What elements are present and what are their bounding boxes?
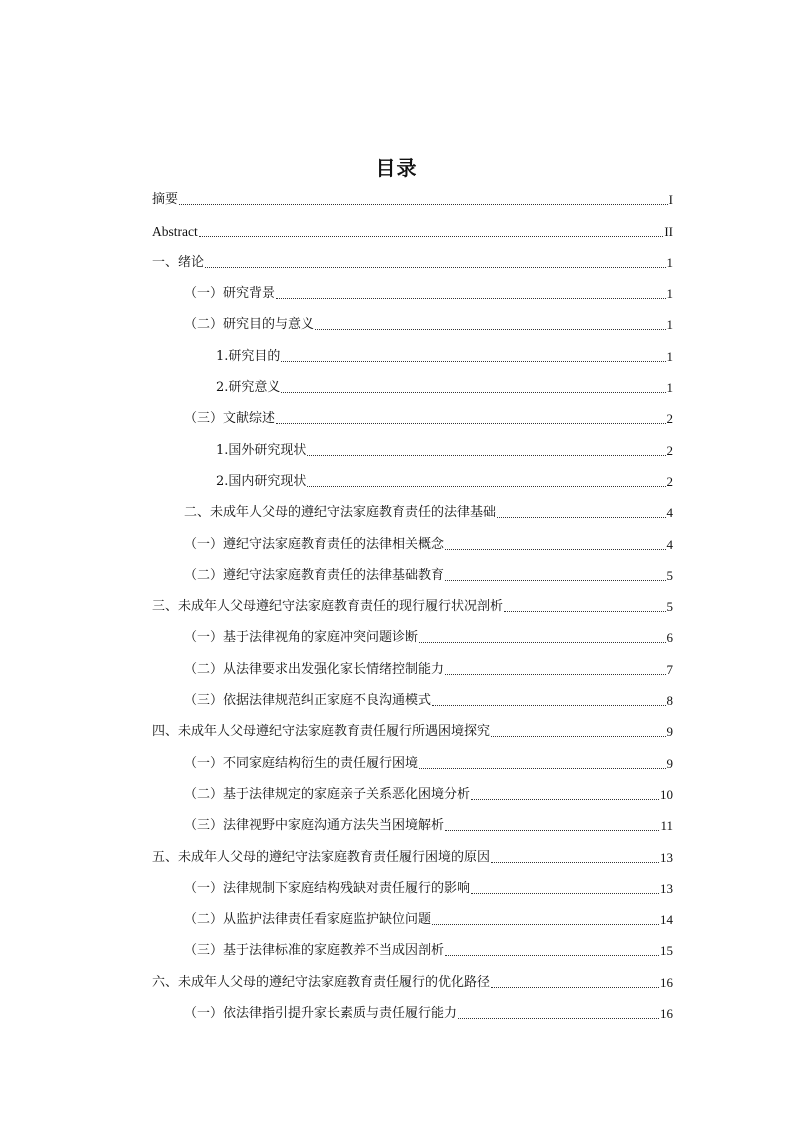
toc-entry-page-number: 11: [660, 818, 673, 834]
toc-entry[interactable]: [152, 652, 673, 683]
dot-leader: [281, 392, 665, 393]
toc-entry-page-number: 2: [666, 442, 673, 458]
toc-entry-title: （一）基于法律视角的家庭冲突问题诊断: [184, 630, 419, 646]
toc-entry[interactable]: [152, 277, 673, 308]
dot-leader: [445, 674, 665, 675]
toc-entry-title: 二、未成年人父母的遵纪守法家庭教育责任的法律基础: [184, 505, 497, 521]
dot-leader: [445, 955, 659, 956]
toc-entry[interactable]: [152, 872, 673, 903]
toc-entry[interactable]: [152, 433, 673, 464]
toc-entry[interactable]: [152, 715, 673, 746]
toc-entry-page-number: 4: [666, 505, 673, 521]
toc-entry-page-number: 6: [666, 630, 673, 646]
toc-entry-title: （一）依法律指引提升家长素质与责任履行能力: [184, 1006, 458, 1022]
toc-entry[interactable]: [152, 746, 673, 777]
toc-entry-title: （一）研究背景: [184, 286, 276, 302]
toc-entry-title: （三）依据法律规范纠正家庭不良沟通模式: [184, 693, 432, 709]
toc-entry-page-number: 10: [660, 786, 673, 802]
toc-entry-title: 摘要: [152, 192, 179, 208]
toc-entry[interactable]: [152, 339, 673, 370]
toc-entry-title: （二）基于法律规定的家庭亲子关系恶化困境分析: [184, 786, 471, 802]
toc-entry[interactable]: [152, 559, 673, 590]
dot-leader: [205, 267, 665, 268]
toc-entry[interactable]: [152, 214, 673, 245]
toc-entry[interactable]: [152, 684, 673, 715]
dot-leader: [491, 862, 659, 863]
toc-entry[interactable]: [152, 934, 673, 965]
toc-entry[interactable]: [152, 903, 673, 934]
toc-entry-page-number: 15: [660, 943, 673, 959]
toc-entry-title: Abstract: [152, 223, 198, 239]
dot-leader: [276, 298, 665, 299]
toc-entry-title: 1.研究目的: [216, 348, 281, 364]
toc-entry-page-number: 1: [666, 380, 673, 396]
toc-entry-page-number: 16: [660, 1006, 673, 1022]
dot-leader: [497, 517, 665, 518]
toc-entry[interactable]: [152, 965, 673, 996]
dot-leader: [419, 642, 665, 643]
toc-entry-page-number: 4: [666, 536, 673, 552]
toc-entry-page-number: 1: [666, 348, 673, 364]
toc-entry-title: （三）文献综述: [184, 411, 276, 427]
table-of-contents: [152, 183, 673, 1028]
toc-entry-title: （一）法律规制下家庭结构残缺对责任履行的影响: [184, 880, 471, 896]
toc-entry-title: 2.研究意义: [216, 380, 281, 396]
toc-entry-title: 一、绪论: [152, 254, 205, 270]
dot-leader: [179, 204, 668, 205]
toc-entry-page-number: 1: [666, 317, 673, 333]
toc-entry-page-number: 5: [666, 599, 673, 615]
toc-entry[interactable]: [152, 778, 673, 809]
dot-leader: [445, 549, 665, 550]
toc-entry-title: （二）从法律要求出发强化家长情绪控制能力: [184, 661, 445, 677]
toc-entry-page-number: II: [664, 223, 673, 239]
toc-entry[interactable]: [152, 997, 673, 1028]
toc-entry-page-number: 9: [666, 755, 673, 771]
dot-leader: [307, 486, 665, 487]
toc-entry-page-number: 7: [666, 661, 673, 677]
toc-entry-title: （二）遵纪守法家庭教育责任的法律基础教育: [184, 567, 445, 583]
toc-entry[interactable]: [152, 183, 673, 214]
toc-entry-page-number: 13: [660, 880, 673, 896]
toc-entry[interactable]: [152, 621, 673, 652]
toc-entry[interactable]: [152, 496, 673, 527]
dot-leader: [445, 830, 659, 831]
dot-leader: [432, 924, 659, 925]
toc-entry-page-number: 16: [660, 974, 673, 990]
dot-leader: [307, 455, 665, 456]
toc-entry-title: （三）基于法律标准的家庭教养不当成因剖析: [184, 943, 445, 959]
toc-entry-page-number: 1: [666, 286, 673, 302]
dot-leader: [276, 423, 665, 424]
toc-entry-title: 1.国外研究现状: [216, 442, 307, 458]
page-title: 目录: [375, 156, 418, 180]
toc-entry[interactable]: [152, 590, 673, 621]
dot-leader: [419, 768, 665, 769]
dot-leader: [315, 329, 665, 330]
toc-entry-title: （二）从监护法律责任看家庭监护缺位问题: [184, 912, 432, 928]
toc-entry[interactable]: [152, 371, 673, 402]
toc-entry[interactable]: [152, 402, 673, 433]
toc-entry[interactable]: [152, 809, 673, 840]
toc-entry-page-number: 8: [666, 693, 673, 709]
toc-entry-page-number: 2: [666, 473, 673, 489]
dot-leader: [281, 361, 665, 362]
toc-entry[interactable]: [152, 246, 673, 277]
toc-entry-title: 三、未成年人父母遵纪守法家庭教育责任的现行履行状况剖析: [152, 599, 504, 615]
dot-leader: [491, 987, 659, 988]
toc-entry-page-number: 5: [666, 567, 673, 583]
toc-entry-page-number: 9: [666, 724, 673, 740]
toc-entry-page-number: I: [668, 192, 673, 208]
toc-entry-title: （一）遵纪守法家庭教育责任的法律相关概念: [184, 536, 445, 552]
dot-leader: [432, 705, 665, 706]
toc-entry[interactable]: [152, 840, 673, 871]
toc-entry-title: （三）法律视野中家庭沟通方法失当困境解析: [184, 818, 445, 834]
dot-leader: [504, 611, 665, 612]
dot-leader: [199, 236, 664, 237]
toc-entry-page-number: 2: [666, 411, 673, 427]
dot-leader: [458, 1018, 659, 1019]
toc-entry-title: 四、未成年人父母遵纪守法家庭教育责任履行所遇困境探究: [152, 724, 491, 740]
toc-entry-page-number: 14: [660, 912, 673, 928]
toc-entry-title: 2.国内研究现状: [216, 473, 307, 489]
dot-leader: [491, 736, 665, 737]
toc-entry-title: （二）研究目的与意义: [184, 317, 315, 333]
dot-leader: [471, 799, 659, 800]
toc-entry-page-number: 13: [660, 849, 673, 865]
toc-entry[interactable]: [152, 308, 673, 339]
dot-leader: [471, 893, 659, 894]
toc-entry[interactable]: [152, 527, 673, 558]
toc-entry[interactable]: [152, 465, 673, 496]
toc-entry-page-number: 1: [666, 254, 673, 270]
dot-leader: [445, 580, 665, 581]
toc-entry-title: 六、未成年人父母的遵纪守法家庭教育责任履行的优化路径: [152, 974, 491, 990]
toc-entry-title: 五、未成年人父母的遵纪守法家庭教育责任履行困境的原因: [152, 849, 491, 865]
toc-entry-title: （一）不同家庭结构衍生的责任履行困境: [184, 755, 419, 771]
